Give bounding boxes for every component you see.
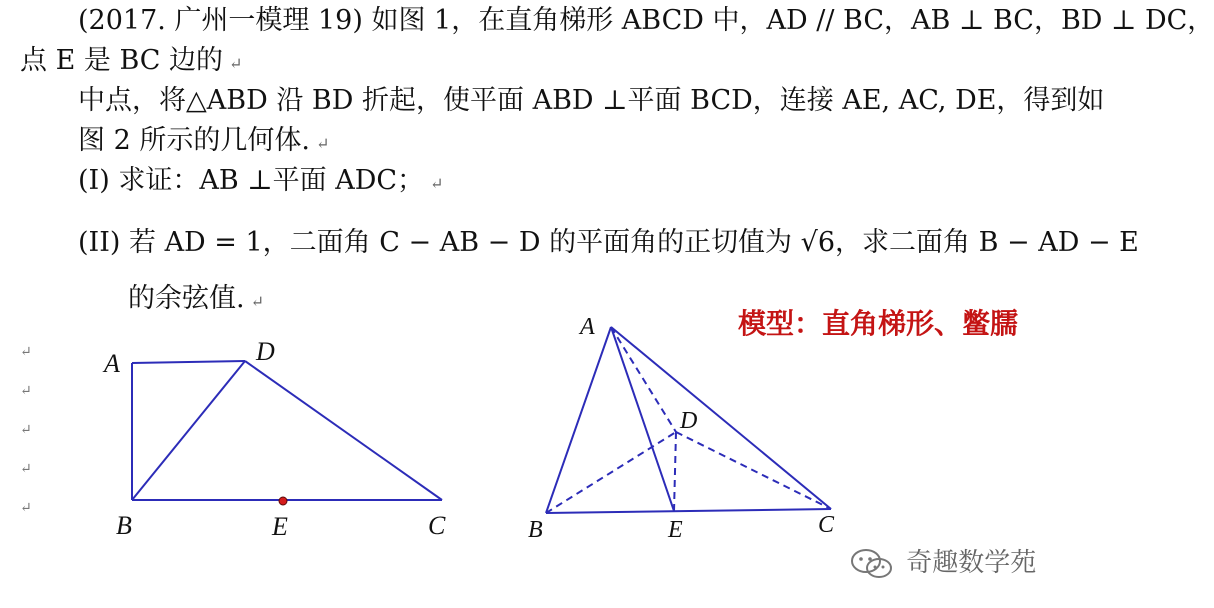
edge-AC: [611, 327, 831, 509]
paragraph-mark: ↵: [315, 134, 330, 153]
edge-AB: [546, 327, 611, 513]
label-E: E: [668, 517, 683, 543]
problem-line-3-text: 中点，将△ABD 沿 BD 折起，使平面 ABD ⊥平面 BCD，连接 AE, AC, DE，得到如: [78, 85, 1105, 116]
paragraph-mark: ↵: [20, 422, 32, 438]
edge-DE: [674, 432, 676, 511]
label-A: A: [580, 314, 595, 340]
part-one-text: (I) 求证：AB ⊥平面 ADC；: [78, 165, 425, 196]
paragraph-mark: ↵: [20, 500, 32, 516]
problem-line-1-text: (2017. 广州一模理 19) 如图 1，在直角梯形 ABCD 中，AD // BC，AB ⊥ BC，BD ⊥ DC，: [78, 5, 1214, 36]
watermark-text: 奇趣数学苑: [906, 548, 1037, 578]
part-two-text: (II) 若 AD = 1，二面角 C − AB − D 的平面角的正切值为 √6，求二面角 B − AD − E: [78, 227, 1139, 258]
segment-DC: [245, 361, 442, 500]
edge-DC: [676, 432, 831, 509]
model-label: 模型：直角梯形、鳖臑: [738, 307, 1019, 340]
label-C: C: [818, 512, 835, 538]
point-E: [279, 497, 287, 505]
segment-AD: [132, 361, 245, 363]
label-A: A: [104, 349, 120, 378]
paragraph-mark: ↵: [430, 174, 444, 193]
edge-AD: [611, 327, 676, 432]
problem-line-2-text: 点 E 是 BC 边的: [20, 45, 224, 76]
label-B: B: [528, 517, 543, 543]
label-E: E: [272, 512, 288, 541]
paragraph-mark: ↵: [20, 461, 32, 477]
problem-line-4-text: 图 2 所示的几何体.: [78, 125, 310, 156]
paragraph-mark: ↵: [250, 292, 264, 311]
paragraph-mark: ↵: [20, 383, 32, 399]
edge-BC: [546, 509, 831, 513]
edge-AE: [611, 327, 674, 511]
paragraph-mark: ↵: [229, 54, 243, 73]
label-B: B: [116, 511, 132, 540]
figure-1: [132, 361, 442, 500]
label-D: D: [680, 408, 698, 434]
part-two-continued-text: 的余弦值.: [128, 283, 245, 314]
paragraph-mark: ↵: [20, 344, 32, 360]
segment-BD: [132, 361, 245, 500]
wechat-icon: [850, 548, 894, 580]
figure-1-labels: [102, 337, 446, 541]
label-D: D: [256, 337, 275, 366]
label-C: C: [428, 511, 446, 540]
watermark: [850, 542, 1036, 580]
edge-BD: [546, 432, 676, 513]
